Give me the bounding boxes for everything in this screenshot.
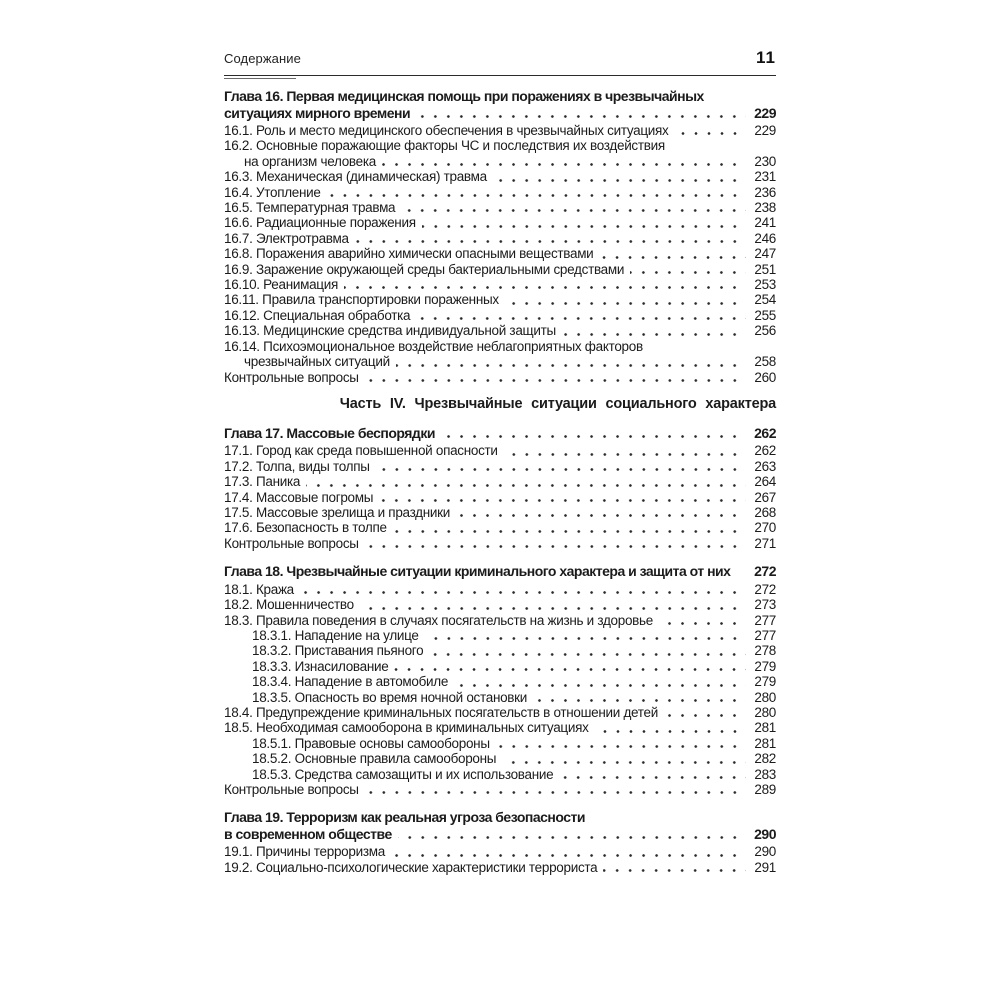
- entry-title-continuation: чрезвычайных ситуаций: [244, 354, 390, 370]
- dot-leader: [300, 591, 746, 594]
- toc-part-heading: Часть IV. Чрезвычайные ситуации социального характера: [339, 395, 776, 412]
- chapter-title-continuation: ситуациях мирного времени: [224, 104, 411, 121]
- toc-chapter-row: [224, 425, 776, 442]
- dot-leader: [441, 435, 746, 438]
- toc-entry-row: [224, 370, 776, 385]
- page-number: 283: [754, 766, 776, 782]
- dot-leader: [595, 730, 746, 733]
- running-title: Содержание: [224, 51, 301, 66]
- toc-entry-row: [224, 277, 776, 292]
- entry-title: 16.7. Электротравма: [224, 230, 349, 246]
- entry-title: 17.5. Массовые зрелища и праздники: [224, 505, 450, 521]
- page-number: 289: [754, 782, 776, 798]
- dot-leader: [659, 622, 746, 625]
- toc-entry-row-continuation: [224, 154, 776, 169]
- page-number: 255: [754, 307, 776, 323]
- page-number: 279: [754, 658, 776, 674]
- dot-leader: [416, 115, 746, 118]
- page-number: 264: [754, 474, 776, 490]
- toc-entry-row: [224, 643, 776, 658]
- entry-title: 18.3.1. Нападение на улице: [252, 627, 419, 643]
- toc-entry-row: [224, 246, 776, 261]
- entry-title: 16.2. Основные поражающие факторы ЧС и последствия их воздействия: [224, 138, 665, 154]
- entry-title: 18.5.1. Правовые основы самообороны: [252, 735, 490, 751]
- page-number: 247: [754, 246, 776, 262]
- page-number: 280: [754, 705, 776, 720]
- entry-title: Контрольные вопросы: [224, 782, 359, 798]
- entry-title: 18.2. Мошенничество: [224, 597, 354, 613]
- entry-title: 18.3.2. Приставания пьяного: [252, 643, 424, 659]
- toc-entry-row: [224, 536, 776, 551]
- dot-leader: [425, 637, 746, 640]
- dot-leader: [398, 836, 746, 839]
- dot-leader: [456, 514, 746, 517]
- dot-leader: [502, 761, 746, 764]
- chapter-title-continuation: в современном обществе: [224, 825, 392, 842]
- toc-entry-row: [224, 736, 776, 751]
- page-number: 268: [754, 505, 776, 521]
- page-number: 281: [754, 720, 776, 736]
- toc-entry-row: [224, 844, 776, 859]
- entry-title: 18.5. Необходимая самооборона в криминальных ситуациях: [224, 720, 589, 736]
- page-number: 290: [754, 844, 776, 860]
- toc-entry-row: [224, 597, 776, 612]
- entry-title: 17.4. Массовые погромы: [224, 489, 374, 505]
- entry-title: 17.2. Толпа, виды толпы: [224, 458, 370, 474]
- entry-title: 16.11. Правила транспортировки пораженных: [224, 292, 499, 308]
- toc-entry-row: [224, 292, 776, 307]
- dot-leader: [675, 132, 747, 135]
- dot-leader: [394, 668, 746, 671]
- dot-leader: [396, 364, 746, 367]
- toc-entry-row: [224, 520, 776, 535]
- entry-title: 18.3.3. Изнасилование: [252, 658, 389, 674]
- page-header: [224, 48, 776, 76]
- entry-title: Контрольные вопросы: [224, 369, 359, 385]
- toc-entry-row: [224, 339, 776, 354]
- entry-title: 16.12. Специальная обработка: [224, 307, 411, 323]
- dot-leader: [422, 225, 746, 228]
- page-number: 258: [754, 354, 776, 370]
- toc-entry-row: [224, 505, 776, 520]
- entry-title: 16.3. Механическая (динамическая) травма: [224, 169, 487, 185]
- entry-title: 17.6. Безопасность в толпе: [224, 520, 387, 536]
- dot-leader: [504, 453, 746, 456]
- dot-leader: [391, 854, 746, 857]
- dot-leader: [533, 699, 746, 702]
- entry-title: 18.3.4. Нападение в автомобиле: [252, 674, 449, 690]
- dot-leader: [382, 163, 746, 166]
- dot-leader: [393, 530, 746, 533]
- toc-entry-row-continuation: [224, 354, 776, 369]
- page-number: 263: [754, 458, 776, 474]
- page-number: 272: [754, 563, 776, 580]
- entry-title: 18.5.3. Средства самозащиты и их использование: [252, 766, 554, 782]
- toc-entry-row: [224, 613, 776, 628]
- toc-entry-row: [224, 690, 776, 705]
- page-number: 236: [754, 184, 776, 200]
- toc-entry-row: [224, 169, 776, 184]
- entry-title: 17.3. Паника: [224, 474, 301, 490]
- toc-entry-row: [224, 215, 776, 230]
- toc-entry-row: [224, 443, 776, 458]
- dot-leader: [355, 240, 746, 243]
- dot-leader: [416, 317, 746, 320]
- entry-title: 19.1. Причины терроризма: [224, 844, 385, 860]
- dot-leader: [360, 607, 746, 610]
- page-number: 281: [754, 735, 776, 751]
- toc-entry-row: [224, 490, 776, 505]
- header-page-number: 11: [756, 48, 776, 67]
- dot-leader: [630, 271, 746, 274]
- page-number: 229: [754, 123, 776, 138]
- entry-title: 18.5.2. Основные правила самообороны: [252, 751, 497, 767]
- entry-title: 16.4. Утопление: [224, 184, 321, 200]
- page-number: 246: [754, 230, 776, 246]
- page-number: 279: [754, 674, 776, 690]
- page-number: 291: [754, 859, 776, 875]
- dot-leader: [599, 256, 746, 259]
- page-number: 229: [754, 104, 776, 121]
- page-number: 290: [754, 825, 776, 842]
- dot-leader: [603, 869, 746, 872]
- entry-title: 16.8. Поражения аварийно химически опасными веществами: [224, 246, 594, 262]
- dot-leader: [505, 302, 746, 305]
- entry-title: 16.9. Заражение окружающей среды бактериальными средствами: [224, 261, 625, 277]
- toc-entry-row: [224, 231, 776, 246]
- toc-entry-row: [224, 474, 776, 489]
- toc-entry-row: [224, 582, 776, 597]
- entry-title: Контрольные вопросы: [224, 535, 359, 551]
- page-number: 282: [754, 751, 776, 767]
- toc-entry-row: [224, 705, 776, 720]
- page-number: 277: [754, 627, 776, 643]
- page-number: 262: [754, 443, 776, 459]
- entry-title: 18.1. Кража: [224, 581, 294, 597]
- entry-title: 16.14. Психоэмоциональное воздействие неблагоприятных факторов: [224, 338, 643, 354]
- toc-entry-row: [224, 782, 776, 797]
- entry-title: 16.13. Медицинские средства индивидуальной защиты: [224, 323, 556, 339]
- entry-title: 18.4. Предупреждение криминальных посягательств в отношении детей: [224, 705, 658, 720]
- page-number: 267: [754, 489, 776, 505]
- toc-entry-row: [224, 262, 776, 277]
- dot-leader: [365, 545, 746, 548]
- toc-entry-row: [224, 200, 776, 215]
- dot-leader: [493, 179, 746, 182]
- page-number: 270: [754, 520, 776, 536]
- toc-list: [224, 88, 776, 875]
- page-number: 260: [754, 369, 776, 385]
- dot-leader: [365, 791, 746, 794]
- chapter-title: Глава 17. Массовые беспорядки: [224, 424, 435, 441]
- page-number: 241: [754, 215, 776, 231]
- chapter-title: Глава 16. Первая медицинская помощь при поражениях в чрезвычайных: [224, 88, 704, 104]
- dot-leader: [736, 574, 746, 577]
- entry-title: 16.10. Реанимация: [224, 277, 338, 293]
- page-content: [224, 48, 776, 875]
- toc-entry-row: [224, 185, 776, 200]
- toc-chapter-row: [224, 563, 776, 580]
- entry-title: 19.2. Социально-психологические характеристики террориста: [224, 859, 598, 875]
- dot-leader: [379, 499, 746, 502]
- toc-entry-row: [224, 628, 776, 643]
- dot-leader: [365, 379, 746, 382]
- toc-chapter-row-continuation: [224, 105, 776, 122]
- page-number: 273: [754, 597, 776, 613]
- dot-leader: [496, 745, 746, 748]
- toc-entry-row: [224, 751, 776, 766]
- dot-leader: [376, 468, 746, 471]
- page-number: 231: [754, 169, 776, 185]
- toc-entry-row: [224, 308, 776, 323]
- toc-chapter-row: [224, 88, 776, 105]
- page-number: 262: [754, 424, 776, 441]
- toc-chapter-row: [224, 809, 776, 826]
- toc-chapter-row-continuation: [224, 826, 776, 843]
- page-number: 238: [754, 200, 776, 216]
- toc-entry-row: [224, 659, 776, 674]
- entry-title: 17.1. Город как среда повышенной опасности: [224, 443, 498, 459]
- dot-leader: [401, 209, 746, 212]
- entry-title: 18.3.5. Опасность во время ночной остановки: [252, 689, 528, 705]
- page-number: 280: [754, 689, 776, 705]
- chapter-title: Глава 18. Чрезвычайные ситуации криминального характера и защита от них: [224, 563, 731, 580]
- toc-entry-row: [224, 720, 776, 735]
- toc-entry-row: [224, 138, 776, 153]
- toc-entry-row: [224, 860, 776, 875]
- page-number: 272: [754, 581, 776, 597]
- toc-entry-row: [224, 459, 776, 474]
- toc-entry-row: [224, 323, 776, 338]
- entry-title: 16.5. Температурная травма: [224, 200, 396, 216]
- page-number: 251: [754, 261, 776, 277]
- page-number: 271: [754, 535, 776, 551]
- page-number: 277: [754, 612, 776, 628]
- dot-leader: [664, 714, 746, 717]
- dot-leader: [327, 194, 746, 197]
- dot-leader: [562, 333, 746, 336]
- chapter-title: Глава 19. Терроризм как реальная угроза безопасности: [224, 809, 585, 826]
- toc-entry-row: [224, 674, 776, 689]
- toc-entry-row: [224, 767, 776, 782]
- entry-title: 16.1. Роль и место медицинского обеспечения в чрезвычайных ситуациях: [224, 123, 669, 138]
- entry-title-continuation: на организм человека: [244, 153, 376, 169]
- dot-leader: [429, 653, 746, 656]
- page-number: 278: [754, 643, 776, 659]
- dot-leader: [559, 776, 746, 779]
- dot-leader: [344, 286, 746, 289]
- entry-title: 16.6. Радиационные поражения: [224, 215, 416, 231]
- page-number: 256: [754, 323, 776, 339]
- page-number: 230: [754, 153, 776, 169]
- dot-leader: [454, 684, 746, 687]
- entry-title: 18.3. Правила поведения в случаях посягательств на жизнь и здоровье: [224, 612, 653, 628]
- dot-leader: [306, 484, 746, 487]
- toc-entry-row: [224, 123, 776, 138]
- page-number: 254: [754, 292, 776, 308]
- page-number: 253: [754, 277, 776, 293]
